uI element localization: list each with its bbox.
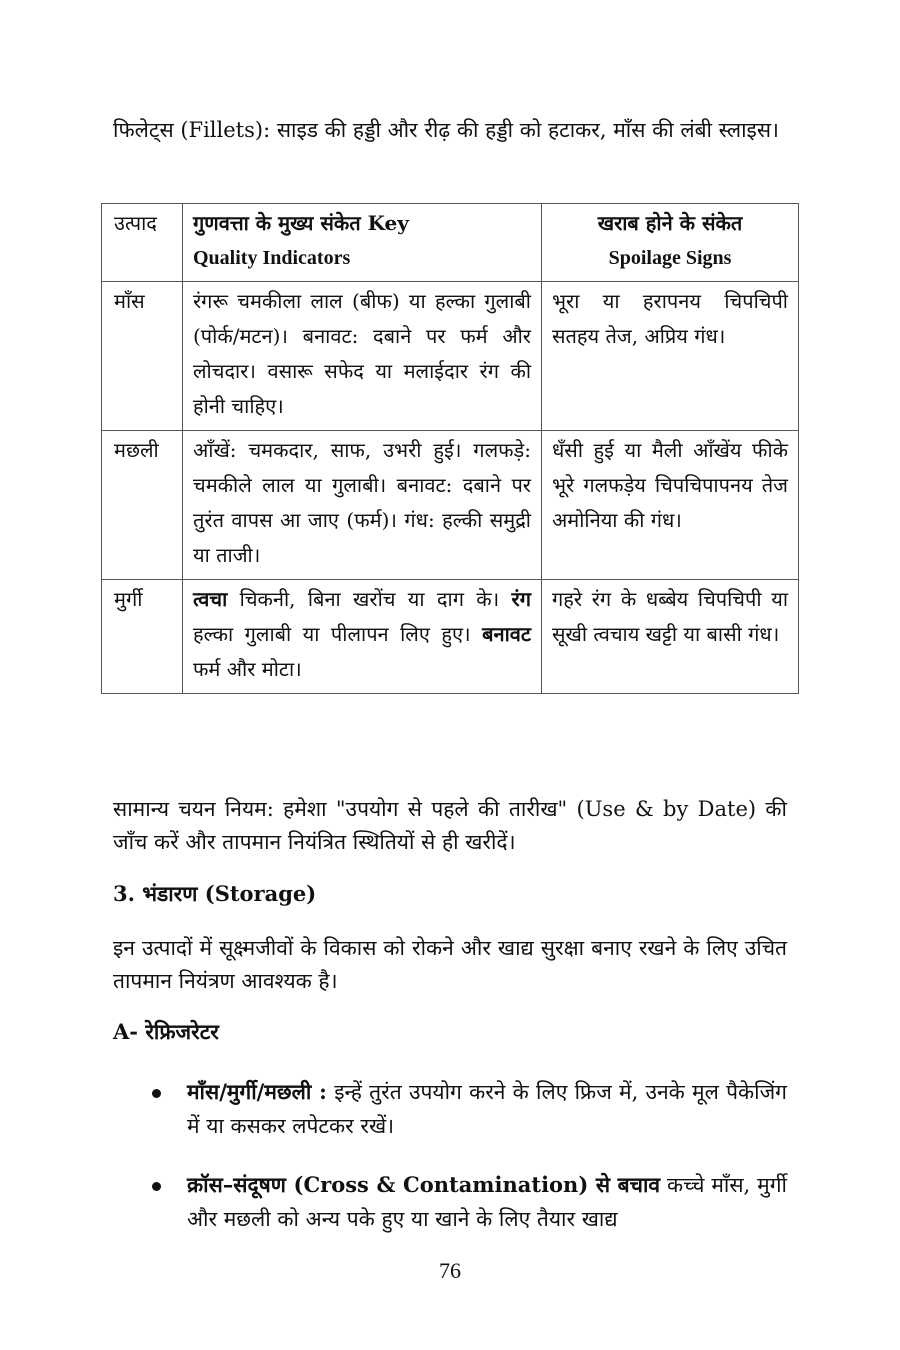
page-number: 76 (439, 1258, 461, 1283)
bullet-icon (152, 1089, 161, 1098)
table-header-row (102, 204, 799, 282)
header-quality-hi: गुणवत्ता के मुख्य संकेत Key (193, 211, 409, 235)
cell-spoilage: गहरे रंग के धब्बेय चिपचिपी या सूखी त्वचाय खट्टी या बासी गंध। (542, 580, 799, 694)
header-quality-en: Quality Indicators (193, 247, 351, 269)
header-quality (183, 204, 542, 282)
section-heading-storage: 3. भंडारण (Storage) (113, 881, 317, 906)
list-item (150, 1075, 787, 1143)
bullet-text: कच्चे माँस, मुर्गी और मछली को अन्य पके हुए या खाने के लिए तैयार खाद्य (187, 1173, 787, 1231)
cell-quality: आँखें: चमकदार, साफ, उभरी हुई। गलफड़े: चमकीले लाल या गुलाबी। बनावट: दबाने पर तुरंत वापस आ जाए (फर्म)। गंध: हल्की समुद्री या ताजी। (183, 431, 542, 580)
bold-term: बनावट (482, 622, 531, 646)
cell-quality (183, 580, 542, 694)
header-spoilage-en: Spoilage Signs (608, 247, 732, 269)
subheading-refrigerator: A- रेफ्रिजरेटर (113, 1019, 219, 1044)
cell-product: माँस (102, 282, 183, 431)
storage-bullet-list (150, 1075, 787, 1261)
quality-table (101, 203, 799, 694)
list-item (150, 1168, 787, 1236)
header-spoilage-hi: खराब होने के संकेत (597, 211, 743, 235)
header-spoilage (542, 204, 799, 282)
bullet-icon (152, 1182, 161, 1191)
intro-paragraph: फिलेट्स (Fillets): साइड की हड्डी और रीढ़ की हड्डी को हटाकर, माँस की लंबी स्लाइस। (113, 118, 779, 142)
cell-spoilage: धँसी हुई या मैली आँखेंय फीके भूरे गलफड़ेय चिपचिपापनय तेज अमोनिया की गंध। (542, 431, 799, 580)
cell-text: फर्म और मोटा। (193, 657, 302, 681)
header-product: उत्पाद (102, 204, 183, 282)
cell-product: मुर्गी (102, 580, 183, 694)
bold-term: त्वचा (193, 587, 228, 611)
table-row (102, 431, 799, 580)
cell-spoilage: भूरा या हरापनय चिपचिपी सतहय तेज, अप्रिय गंध। (542, 282, 799, 431)
cell-product: मछली (102, 431, 183, 580)
storage-paragraph: इन उत्पादों में सूक्ष्मजीवों के विकास को रोकने और खाद्य सुरक्षा बनाए रखने के लिए उचित तापमान नियंत्रण आवश्यक है। (113, 936, 787, 993)
bold-term: रंग (511, 587, 531, 611)
bullet-bold-label: माँस/मुर्गी/मछली : (187, 1079, 327, 1104)
table-row (102, 282, 799, 431)
selection-rule-paragraph: सामान्य चयन नियम: हमेशा "उपयोग से पहले की तारीख" (Use & by Date) की जाँच करें और तापमान नियंत्रित स्थितियों से ही खरीदें। (113, 797, 787, 854)
table-row (102, 580, 799, 694)
cell-text: हल्का गुलाबी या पीलापन लिए हुए। (193, 622, 483, 646)
cell-text: चिकनी, बिना खरोंच या दाग के। (227, 587, 512, 611)
cell-quality: रंगरू चमकीला लाल (बीफ) या हल्का गुलाबी (पोर्क/मटन)। बनावट: दबाने पर फर्म और लोचदार। वसारू सफेद या मलाईदार रंग की होनी चाहिए। (183, 282, 542, 431)
bullet-bold-label: क्रॉस–संदूषण (Cross & Contamination) से बचाव (187, 1172, 661, 1197)
bullet-text: इन्हें तुरंत उपयोग करने के लिए फ्रिज में, उनके मूल पैकेजिंग में या कसकर लपेटकर रखें। (187, 1080, 787, 1138)
